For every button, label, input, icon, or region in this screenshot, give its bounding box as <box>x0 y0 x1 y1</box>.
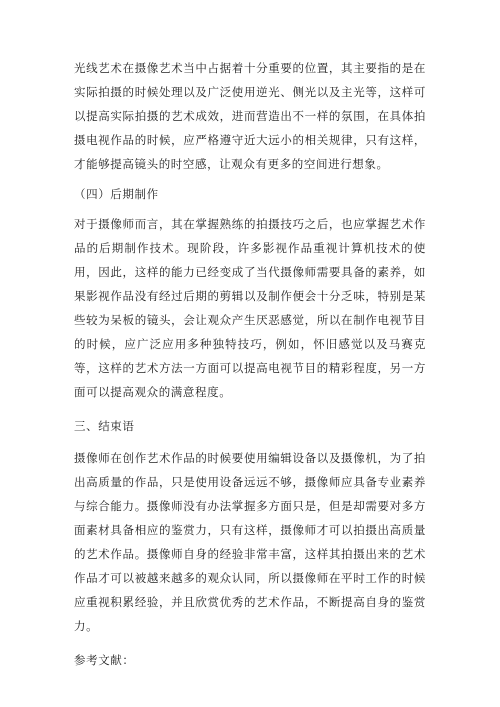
paragraph-lighting-art: 光线艺术在摄像艺术当中占据着十分重要的位置，其主要指的是在实际拍摄的时候处理以及广泛使用逆光、侧光以及主光等，这样可以提高实际拍摄的艺术成效，进而营造出不一样的氛围，在具体拍摄电视作品的时候，应严格遵守近大远小的相关规律，只有这样，才能够提高镜头的时空感，让观众有更多的空间进行想象。 <box>74 61 426 171</box>
paragraph-post-production: 对于摄像师而言，其在掌握熟练的拍摄技巧之后，也应掌握艺术作品的后期制作技术。现阶段，许多影视作品重视计算机技术的使用，因此，这样的能力已经变成了当代摄像师需要具备的素养，如果影视作品没有经过后期的剪辑以及制作便会十分乏味，特别是某些较为呆板的镜头，会让观众产生厌恶感觉，所以在制作电视节目的时候，应广泛应用多种独特技巧，例如，怀旧感觉以及马赛克等，这样的艺术方法一方面可以提高电视节目的精彩程度，另一方面可以提高观众的满意程度。 <box>74 217 426 399</box>
heading-post-production: （四）后期制作 <box>74 187 159 201</box>
paragraph-conclusion: 摄像师在创作艺术作品的时候要使用编辑设备以及摄像机，为了拍出高质量的作品，只是使用设备远远不够，摄像师应具备专业素养与综合能力。摄像师没有办法掌握多方面只是，但是却需要对多方面素材具备相应的鉴赏力，只有这样，摄像师才可以拍摄出高质量的艺术作品。摄像师自身的经验非常丰富，这样其拍摄出来的艺术作品才可以被越来越多的观众认同，所以摄像师在平时工作的时候应重视积累经验，并且欣赏优秀的艺术作品，不断提高自身的鉴赏力。 <box>74 451 426 633</box>
heading-references: 参考文献： <box>74 653 135 667</box>
heading-conclusion: 三、结束语 <box>74 419 135 433</box>
